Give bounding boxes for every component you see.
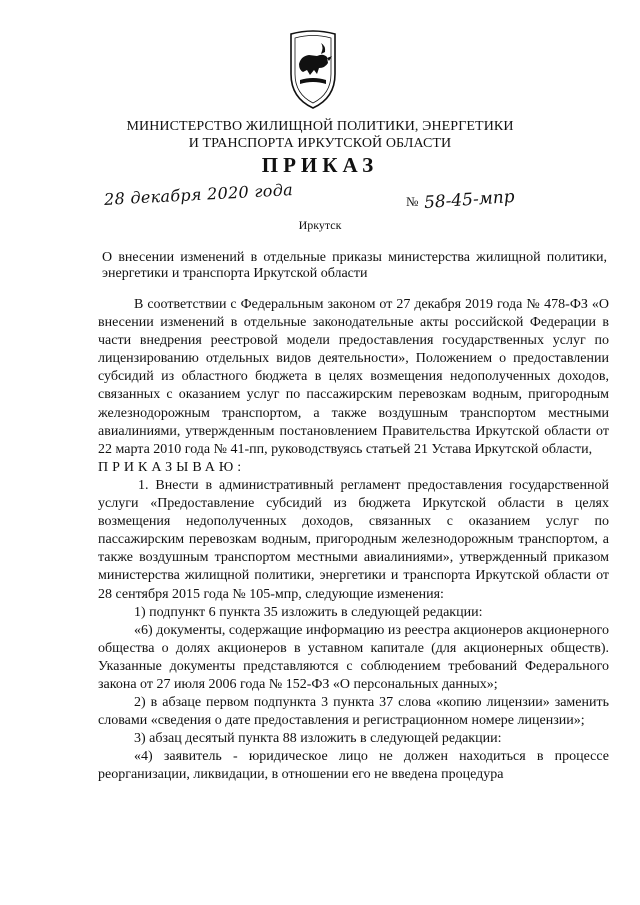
- subitem-2-paragraph: 2) в абзаце первом подпункта 3 пункта 37 слова «копию лицензии» заменить словами «сведения о дате предоставления и регистрационном номере лицензии»;: [98, 695, 609, 729]
- ministry-name: [0, 118, 640, 152]
- handwritten-date: 28 декабря 2020 года: [103, 180, 294, 209]
- handwritten-number: 58-45-мпр: [423, 186, 515, 214]
- order-subject: О внесении изменений в отдельные приказы министерства жилищной политики, энергетики и транспорта Иркутской области: [102, 250, 607, 281]
- quoted-item-6-paragraph: «6) документы, содержащие информацию из реестра акционеров акционерного общества о долях акционеров в уставном капитале (для акционерных обществ). Указанные документы представляются с соблюдением требований Федерального закона от 27 июля 2006 года № 152-ФЗ «О персональных данных»;: [98, 622, 609, 692]
- quoted-item-4-paragraph: «4) заявитель - юридическое лицо не должен находиться в процессе реорганизации, ликвидации, в отношении его не введена процедура: [98, 749, 609, 783]
- order-number: [406, 186, 515, 214]
- order-body: [98, 296, 609, 785]
- city-name: Иркутск: [298, 218, 342, 232]
- ministry-name-line1: МИНИСТЕРСТВО ЖИЛИЩНОЙ ПОЛИТИКИ, ЭНЕРГЕТИКИ: [126, 119, 514, 134]
- number-sign: №: [406, 194, 419, 209]
- subitem-3-paragraph: 3) абзац десятый пункта 88 изложить в следующей редакции:: [134, 731, 502, 747]
- preamble-paragraph: В соответствии с Федеральным законом от 27 декабря 2019 года № 478-ФЗ «О внесении изменений в отдельные законодательные акты российской Федерации в части внедрения реестровой модели предоставления государственных услуг по лицензированию отдельных видов деятельности», Положением о предоставлении субсидий из областного бюджета в целях возмещения недополученных доходов, связанных с оказанием услуг по пассажирским перевозкам водным, пригородным железнодорожным транспортом, а также воздушным транспортом местными авиалиниями, утвержденным постановлением Правительства Иркутской области от 22 марта 2010 года № 41-пп, руководствуясь статьей 21 Устава Иркутской области,: [98, 297, 609, 457]
- subitem-1-paragraph: 1) подпункт 6 пункта 35 изложить в следующей редакции:: [134, 604, 483, 620]
- document-type-title: ПРИКАЗ: [261, 153, 379, 177]
- ministry-name-line2: И ТРАНСПОРТА ИРКУТСКОЙ ОБЛАСТИ: [188, 136, 452, 151]
- order-word: ПРИКАЗЫВАЮ:: [98, 459, 246, 475]
- irkutsk-coat-of-arms-icon: [283, 30, 343, 110]
- item-1-paragraph: 1. Внести в административный регламент предоставления государственной услуги «Предоставление субсидий из бюджета Иркутской области в целях возмещения недополученных доходов, связанных с оказанием услуг по пассажирским перевозкам водным, пригородным железнодорожным транспортом, а также воздушным транспортом местными авиалиниями», утвержденный приказом министерства жилищной политики, энергетики и транспорта Иркутской области от 28 сентября 2015 года № 105-мпр, следующие изменения:: [98, 477, 609, 602]
